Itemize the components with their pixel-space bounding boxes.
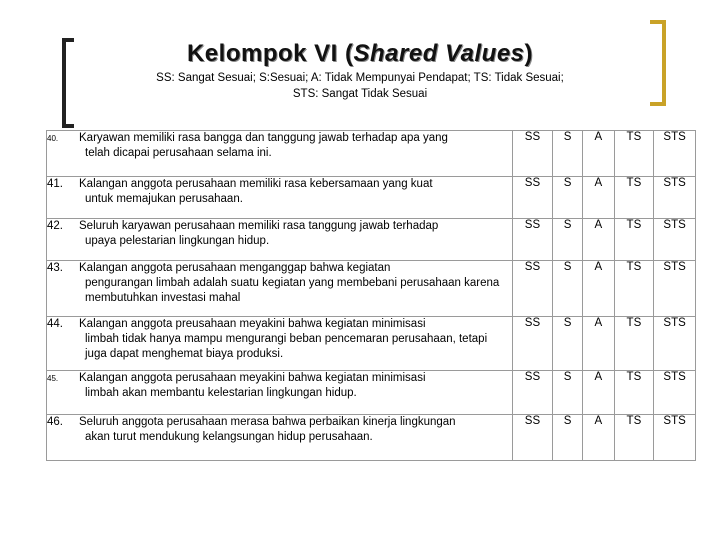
statement-cell	[47, 219, 513, 261]
statement-number: 44.	[47, 318, 63, 330]
statement-cell	[47, 415, 513, 461]
statement-text-first-line: Kalangan anggota perusahaan memiliki rasa kebersamaan yang kuat	[79, 178, 433, 190]
statement-text-first-line: Kalangan anggota preusahaan meyakini bahwa kegiatan minimisasi	[79, 318, 426, 330]
option-s-cell[interactable]: S	[553, 131, 583, 177]
option-ss-cell[interactable]: SS	[512, 415, 553, 461]
option-ts-cell[interactable]: TS	[614, 177, 654, 219]
option-a-cell[interactable]: A	[582, 415, 614, 461]
statement-text-continuation: limbah akan membantu kelestarian lingkungan hidup.	[85, 387, 357, 399]
statement-number: 41.	[47, 178, 63, 190]
statement-number: 42.	[47, 220, 63, 232]
option-ts-cell[interactable]: TS	[614, 415, 654, 461]
option-sts-cell[interactable]: STS	[654, 415, 696, 461]
option-ts-cell[interactable]: TS	[614, 317, 654, 371]
option-sts-cell[interactable]: STS	[654, 219, 696, 261]
questionnaire-row	[47, 131, 696, 177]
statement-cell	[47, 177, 513, 219]
scale-legend-line-1: SS: Sangat Sesuai; S:Sesuai; A: Tidak Mempunyai Pendapat; TS: Tidak Sesuai;	[156, 72, 564, 84]
option-s-cell[interactable]: S	[553, 317, 583, 371]
statement-text-continuation: akan turut mendukung kelangsungan hidup perusahaan.	[85, 431, 373, 443]
statement-text-continuation: pengurangan limbah adalah suatu kegiatan yang membebani perusahaan karena membutuhkan investasi mahal	[85, 277, 500, 304]
statement-cell	[47, 371, 513, 415]
statement-number: 45.	[47, 374, 59, 383]
option-sts-cell[interactable]: STS	[654, 177, 696, 219]
scale-legend	[0, 70, 720, 102]
statement-text-continuation: upaya pelestarian lingkungan hidup.	[85, 235, 270, 247]
statement-text-continuation: telah dicapai perusahaan selama ini.	[85, 147, 272, 159]
statement-number: 46.	[47, 416, 63, 428]
option-sts-cell[interactable]: STS	[654, 261, 696, 317]
option-a-cell[interactable]: A	[582, 371, 614, 415]
option-ss-cell[interactable]: SS	[512, 219, 553, 261]
option-ss-cell[interactable]: SS	[512, 261, 553, 317]
page-title: Kelompok VI (Shared Values)	[186, 40, 534, 67]
statement-cell	[47, 131, 513, 177]
statement-text-first-line: Karyawan memiliki rasa bangga dan tanggung jawab terhadap apa yang	[79, 132, 448, 144]
option-sts-cell[interactable]: STS	[654, 131, 696, 177]
questionnaire-row	[47, 261, 696, 317]
option-ts-cell[interactable]: TS	[614, 371, 654, 415]
questionnaire-row	[47, 317, 696, 371]
statement-number: 43.	[47, 262, 63, 274]
statement-text-continuation: limbah tidak hanya mampu mengurangi beban pencemaran perusahaan, tetapi juga dapat menghemat biaya produksi.	[85, 333, 488, 360]
option-sts-cell[interactable]: STS	[654, 317, 696, 371]
questionnaire-row	[47, 371, 696, 415]
questionnaire-row	[47, 415, 696, 461]
option-s-cell[interactable]: S	[553, 261, 583, 317]
option-a-cell[interactable]: A	[582, 131, 614, 177]
option-ts-cell[interactable]: TS	[614, 131, 654, 177]
option-a-cell[interactable]: A	[582, 177, 614, 219]
option-ss-cell[interactable]: SS	[512, 317, 553, 371]
statement-number: 40.	[47, 134, 59, 143]
option-ss-cell[interactable]: SS	[512, 371, 553, 415]
questionnaire-row	[47, 177, 696, 219]
option-ts-cell[interactable]: TS	[614, 219, 654, 261]
option-ss-cell[interactable]: SS	[512, 177, 553, 219]
questionnaire-row	[47, 219, 696, 261]
scale-legend-line-2: STS: Sangat Tidak Sesuai	[292, 88, 428, 100]
statement-text-first-line: Seluruh anggota perusahaan merasa bahwa perbaikan kinerja lingkungan	[79, 416, 456, 428]
option-a-cell[interactable]: A	[582, 261, 614, 317]
option-s-cell[interactable]: S	[553, 415, 583, 461]
option-s-cell[interactable]: S	[553, 371, 583, 415]
option-a-cell[interactable]: A	[582, 317, 614, 371]
statement-cell	[47, 261, 513, 317]
statement-text-first-line: Kalangan anggota perusahaan menganggap bahwa kegiatan	[79, 262, 391, 274]
statement-text-first-line: Kalangan anggota perusahaan meyakini bahwa kegiatan minimisasi	[79, 372, 426, 384]
statement-text-first-line: Seluruh karyawan perusahaan memiliki rasa tanggung jawab terhadap	[79, 220, 439, 232]
statement-text-continuation: untuk memajukan perusahaan.	[85, 193, 243, 205]
option-ts-cell[interactable]: TS	[614, 261, 654, 317]
option-a-cell[interactable]: A	[582, 219, 614, 261]
questionnaire-table	[46, 130, 696, 461]
option-s-cell[interactable]: S	[553, 219, 583, 261]
option-s-cell[interactable]: S	[553, 177, 583, 219]
option-ss-cell[interactable]: SS	[512, 131, 553, 177]
statement-cell	[47, 317, 513, 371]
option-sts-cell[interactable]: STS	[654, 371, 696, 415]
